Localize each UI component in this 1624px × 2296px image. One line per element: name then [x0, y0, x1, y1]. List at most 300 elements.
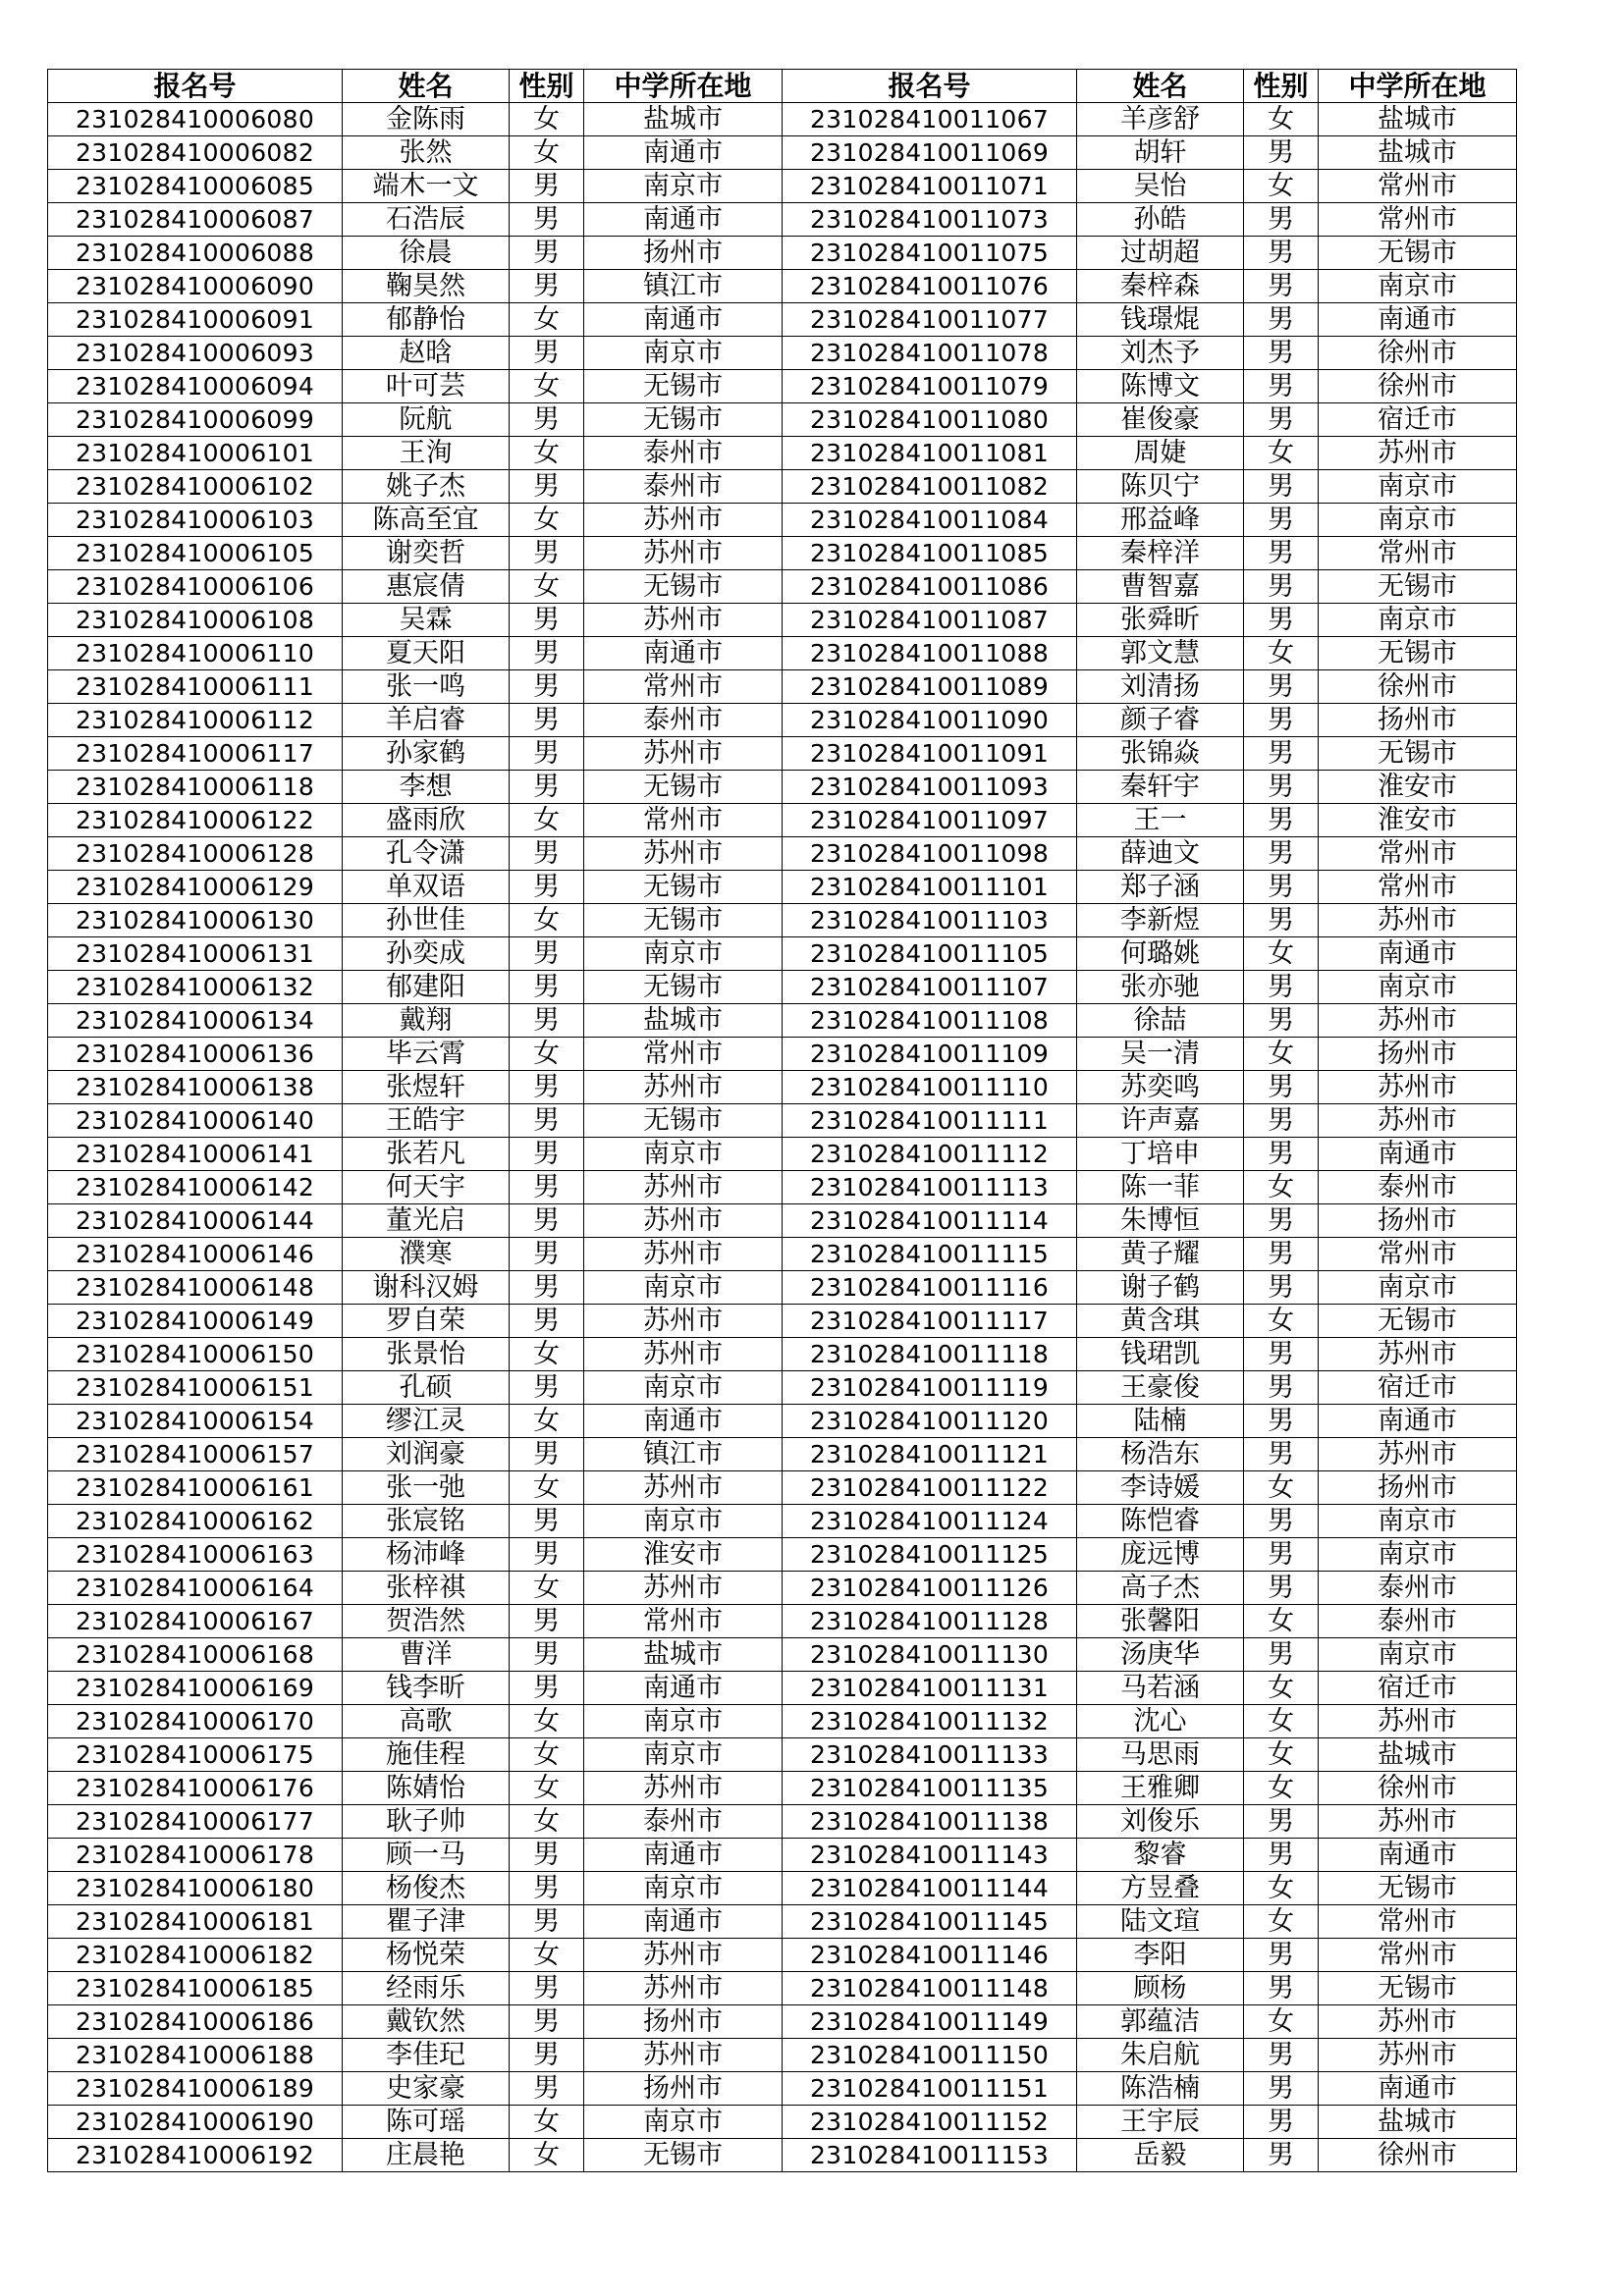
header-school-location: 中学所在地: [1319, 70, 1517, 103]
name-cell: 瞿子津: [343, 1905, 510, 1939]
name-cell: 史家豪: [343, 2072, 510, 2106]
school-location-cell: 南京市: [1319, 971, 1517, 1004]
name-cell: 薛迪文: [1077, 837, 1244, 871]
name-cell: 张宸铭: [343, 1505, 510, 1538]
name-cell: 董光启: [343, 1204, 510, 1238]
gender-cell: 男: [1244, 871, 1319, 904]
registration-number-cell: 231028410011108: [783, 1004, 1077, 1038]
name-cell: 盛雨欣: [343, 804, 510, 837]
name-cell: 李新煜: [1077, 904, 1244, 937]
table-row: [48, 1371, 1517, 1405]
registration-number-cell: 231028410011132: [783, 1705, 1077, 1738]
school-location-cell: 扬州市: [1319, 1204, 1517, 1238]
name-cell: 鞠昊然: [343, 270, 510, 303]
table-row: [48, 1872, 1517, 1905]
gender-cell: 男: [1244, 1071, 1319, 1104]
registration-table: [47, 69, 1517, 2172]
registration-number-cell: 231028410006122: [48, 804, 343, 837]
registration-number-cell: 231028410011087: [783, 604, 1077, 637]
table-row: [48, 2005, 1517, 2039]
table-row: [48, 1972, 1517, 2005]
gender-cell: 女: [510, 1705, 584, 1738]
name-cell: 张舜昕: [1077, 604, 1244, 637]
name-cell: 方昱叠: [1077, 1872, 1244, 1905]
registration-number-cell: 231028410006170: [48, 1705, 343, 1738]
registration-number-cell: 231028410011113: [783, 1171, 1077, 1204]
name-cell: 王皓宇: [343, 1104, 510, 1138]
name-cell: 孙家鹤: [343, 737, 510, 771]
name-cell: 吴怡: [1077, 170, 1244, 203]
school-location-cell: 泰州市: [584, 1805, 783, 1839]
school-location-cell: 镇江市: [584, 1438, 783, 1471]
registration-number-cell: 231028410006190: [48, 2106, 343, 2139]
school-location-cell: 无锡市: [1319, 737, 1517, 771]
gender-cell: 男: [1244, 704, 1319, 737]
school-location-cell: 南京市: [584, 2106, 783, 2139]
gender-cell: 男: [510, 1305, 584, 1338]
school-location-cell: 常州市: [1319, 1939, 1517, 1972]
registration-number-cell: 231028410011124: [783, 1505, 1077, 1538]
school-location-cell: 苏州市: [1319, 1071, 1517, 1104]
registration-number-cell: 231028410006108: [48, 604, 343, 637]
gender-cell: 男: [1244, 1338, 1319, 1371]
registration-number-cell: 231028410006181: [48, 1905, 343, 1939]
name-cell: 缪江灵: [343, 1405, 510, 1438]
table-row: [48, 1672, 1517, 1705]
name-cell: 朱博恒: [1077, 1204, 1244, 1238]
name-cell: 刘润豪: [343, 1438, 510, 1471]
registration-number-cell: 231028410006168: [48, 1638, 343, 1672]
table-row: [48, 804, 1517, 837]
name-cell: 刘俊乐: [1077, 1805, 1244, 1839]
school-location-cell: 泰州市: [1319, 1605, 1517, 1638]
name-cell: 黄子耀: [1077, 1238, 1244, 1271]
school-location-cell: 南京市: [584, 337, 783, 370]
registration-number-cell: 231028410011105: [783, 937, 1077, 971]
name-cell: 钱珺凯: [1077, 1338, 1244, 1371]
gender-cell: 男: [510, 1104, 584, 1138]
name-cell: 黎睿: [1077, 1839, 1244, 1872]
school-location-cell: 南京市: [584, 170, 783, 203]
gender-cell: 女: [1244, 103, 1319, 136]
table-row: [48, 904, 1517, 937]
name-cell: 金陈雨: [343, 103, 510, 136]
registration-number-cell: 231028410006117: [48, 737, 343, 771]
school-location-cell: 南京市: [584, 1371, 783, 1405]
school-location-cell: 苏州市: [584, 837, 783, 871]
school-location-cell: 苏州市: [584, 737, 783, 771]
table-row: [48, 1738, 1517, 1772]
name-cell: 孙世佳: [343, 904, 510, 937]
registration-number-cell: 231028410011135: [783, 1772, 1077, 1805]
school-location-cell: 苏州市: [584, 1972, 783, 2005]
name-cell: 高歌: [343, 1705, 510, 1738]
school-location-cell: 苏州市: [584, 1305, 783, 1338]
school-location-cell: 苏州市: [1319, 1004, 1517, 1038]
name-cell: 杨俊杰: [343, 1872, 510, 1905]
gender-cell: 男: [510, 1138, 584, 1171]
gender-cell: 男: [1244, 570, 1319, 604]
table-row: [48, 1638, 1517, 1672]
registration-number-cell: 231028410011131: [783, 1672, 1077, 1705]
school-location-cell: 扬州市: [1319, 704, 1517, 737]
header-registration-number: 报名号: [783, 70, 1077, 103]
registration-number-cell: 231028410011107: [783, 971, 1077, 1004]
registration-number-cell: 231028410011145: [783, 1905, 1077, 1939]
gender-cell: 男: [1244, 303, 1319, 337]
name-cell: 郁建阳: [343, 971, 510, 1004]
registration-number-cell: 231028410006177: [48, 1805, 343, 1839]
name-cell: 赵晗: [343, 337, 510, 370]
table-row: [48, 504, 1517, 537]
school-location-cell: 无锡市: [1319, 570, 1517, 604]
registration-number-cell: 231028410006189: [48, 2072, 343, 2106]
gender-cell: 男: [1244, 771, 1319, 804]
header-row: [48, 70, 1517, 103]
table-row: [48, 2072, 1517, 2106]
name-cell: 戴翔: [343, 1004, 510, 1038]
gender-cell: 男: [510, 403, 584, 437]
school-location-cell: 无锡市: [1319, 1872, 1517, 1905]
registration-number-cell: 231028410011080: [783, 403, 1077, 437]
registration-number-cell: 231028410011115: [783, 1238, 1077, 1271]
name-cell: 毕云霄: [343, 1038, 510, 1071]
school-location-cell: 徐州市: [1319, 337, 1517, 370]
name-cell: 苏奕鸣: [1077, 1071, 1244, 1104]
gender-cell: 男: [1244, 2106, 1319, 2139]
gender-cell: 男: [1244, 737, 1319, 771]
name-cell: 秦轩宇: [1077, 771, 1244, 804]
gender-cell: 男: [1244, 1505, 1319, 1538]
gender-cell: 男: [510, 270, 584, 303]
registration-number-cell: 231028410006080: [48, 103, 343, 136]
name-cell: 惠宸倩: [343, 570, 510, 604]
name-cell: 孙皓: [1077, 203, 1244, 237]
name-cell: 孙奕成: [343, 937, 510, 971]
table-row: [48, 136, 1517, 170]
registration-number-cell: 231028410006132: [48, 971, 343, 1004]
gender-cell: 女: [1244, 1772, 1319, 1805]
registration-number-cell: 231028410011067: [783, 103, 1077, 136]
school-location-cell: 无锡市: [584, 771, 783, 804]
gender-cell: 女: [510, 1939, 584, 1972]
school-location-cell: 苏州市: [1319, 2039, 1517, 2072]
school-location-cell: 扬州市: [584, 2072, 783, 2106]
name-cell: 过胡超: [1077, 237, 1244, 270]
name-cell: 庞远博: [1077, 1538, 1244, 1572]
registration-number-cell: 231028410011144: [783, 1872, 1077, 1905]
registration-number-cell: 231028410011077: [783, 303, 1077, 337]
registration-number-cell: 231028410006094: [48, 370, 343, 403]
registration-number-cell: 231028410011138: [783, 1805, 1077, 1839]
school-location-cell: 徐州市: [1319, 1772, 1517, 1805]
table-row: [48, 1471, 1517, 1505]
gender-cell: 男: [510, 2072, 584, 2106]
registration-number-cell: 231028410006103: [48, 504, 343, 537]
name-cell: 杨浩东: [1077, 1438, 1244, 1471]
registration-number-cell: 231028410006154: [48, 1405, 343, 1438]
table-row: [48, 871, 1517, 904]
name-cell: 杨沛峰: [343, 1538, 510, 1572]
registration-number-cell: 231028410006099: [48, 403, 343, 437]
gender-cell: 男: [510, 737, 584, 771]
registration-number-cell: 231028410011117: [783, 1305, 1077, 1338]
name-cell: 王一: [1077, 804, 1244, 837]
name-cell: 沈心: [1077, 1705, 1244, 1738]
gender-cell: 男: [510, 1538, 584, 1572]
name-cell: 王洵: [343, 437, 510, 470]
gender-cell: 男: [1244, 1939, 1319, 1972]
registration-number-cell: 231028410006178: [48, 1839, 343, 1872]
gender-cell: 男: [1244, 1538, 1319, 1572]
gender-cell: 男: [510, 1505, 584, 1538]
name-cell: 谢子鹤: [1077, 1271, 1244, 1305]
registration-number-cell: 231028410011073: [783, 203, 1077, 237]
gender-cell: 男: [510, 1905, 584, 1939]
gender-cell: 男: [1244, 2039, 1319, 2072]
school-location-cell: 南京市: [584, 1505, 783, 1538]
registration-number-cell: 231028410006093: [48, 337, 343, 370]
table-row: [48, 637, 1517, 670]
table-row: [48, 403, 1517, 437]
name-cell: 秦梓洋: [1077, 537, 1244, 570]
gender-cell: 女: [510, 1805, 584, 1839]
registration-number-cell: 231028410011111: [783, 1104, 1077, 1138]
registration-number-cell: 231028410006134: [48, 1004, 343, 1038]
registration-number-cell: 231028410011148: [783, 1972, 1077, 2005]
registration-number-cell: 231028410011079: [783, 370, 1077, 403]
registration-number-cell: 231028410011116: [783, 1271, 1077, 1305]
table-body: [48, 103, 1517, 2172]
name-cell: 戴钦然: [343, 2005, 510, 2039]
gender-cell: 女: [1244, 1872, 1319, 1905]
gender-cell: 男: [510, 1839, 584, 1872]
registration-number-cell: 231028410006130: [48, 904, 343, 937]
name-cell: 朱启航: [1077, 2039, 1244, 2072]
header-registration-number: 报名号: [48, 70, 343, 103]
school-location-cell: 苏州市: [584, 1238, 783, 1271]
table-row: [48, 1305, 1517, 1338]
registration-number-cell: 231028410006088: [48, 237, 343, 270]
registration-number-cell: 231028410006192: [48, 2139, 343, 2172]
school-location-cell: 宿迁市: [1319, 1371, 1517, 1405]
registration-number-cell: 231028410011119: [783, 1371, 1077, 1405]
registration-number-cell: 231028410011122: [783, 1471, 1077, 1505]
gender-cell: 男: [1244, 1638, 1319, 1672]
registration-number-cell: 231028410006164: [48, 1572, 343, 1605]
registration-number-cell: 231028410011078: [783, 337, 1077, 370]
gender-cell: 男: [1244, 370, 1319, 403]
gender-cell: 女: [510, 504, 584, 537]
gender-cell: 女: [1244, 2005, 1319, 2039]
school-location-cell: 盐城市: [1319, 136, 1517, 170]
gender-cell: 男: [510, 1605, 584, 1638]
registration-number-cell: 231028410006163: [48, 1538, 343, 1572]
registration-number-cell: 231028410006161: [48, 1471, 343, 1505]
registration-number-cell: 231028410006110: [48, 637, 343, 670]
gender-cell: 女: [510, 904, 584, 937]
name-cell: 陈恺睿: [1077, 1505, 1244, 1538]
name-cell: 郭文慧: [1077, 637, 1244, 670]
school-location-cell: 苏州市: [584, 537, 783, 570]
name-cell: 顾一马: [343, 1839, 510, 1872]
registration-number-cell: 231028410006169: [48, 1672, 343, 1705]
name-cell: 吴霖: [343, 604, 510, 637]
table-row: [48, 737, 1517, 771]
registration-number-cell: 231028410006188: [48, 2039, 343, 2072]
table-row: [48, 1839, 1517, 1872]
school-location-cell: 苏州市: [1319, 904, 1517, 937]
name-cell: 周婕: [1077, 437, 1244, 470]
school-location-cell: 常州市: [1319, 1905, 1517, 1939]
table-row: [48, 837, 1517, 871]
registration-number-cell: 231028410011081: [783, 437, 1077, 470]
gender-cell: 男: [1244, 1972, 1319, 2005]
registration-number-cell: 231028410006111: [48, 670, 343, 704]
school-location-cell: 无锡市: [584, 871, 783, 904]
registration-number-cell: 231028410006102: [48, 470, 343, 504]
name-cell: 叶可芸: [343, 370, 510, 403]
school-location-cell: 常州市: [1319, 537, 1517, 570]
gender-cell: 男: [1244, 270, 1319, 303]
name-cell: 陈贝宁: [1077, 470, 1244, 504]
name-cell: 张景怡: [343, 1338, 510, 1371]
name-cell: 何璐姚: [1077, 937, 1244, 971]
registration-number-cell: 231028410011114: [783, 1204, 1077, 1238]
school-location-cell: 苏州市: [1319, 1104, 1517, 1138]
name-cell: 吴一清: [1077, 1038, 1244, 1071]
name-cell: 施佳程: [343, 1738, 510, 1772]
gender-cell: 男: [510, 637, 584, 670]
gender-cell: 女: [1244, 1038, 1319, 1071]
school-location-cell: 南通市: [584, 1905, 783, 1939]
registration-number-cell: 231028410011133: [783, 1738, 1077, 1772]
gender-cell: 男: [1244, 537, 1319, 570]
name-cell: 岳毅: [1077, 2139, 1244, 2172]
table-row: [48, 1104, 1517, 1138]
registration-number-cell: 231028410006186: [48, 2005, 343, 2039]
registration-number-cell: 231028410011076: [783, 270, 1077, 303]
school-location-cell: 南通市: [584, 1672, 783, 1705]
gender-cell: 男: [510, 203, 584, 237]
school-location-cell: 徐州市: [1319, 670, 1517, 704]
school-location-cell: 苏州市: [1319, 1438, 1517, 1471]
name-cell: 贺浩然: [343, 1605, 510, 1638]
registration-number-cell: 231028410011130: [783, 1638, 1077, 1672]
name-cell: 谢科汉姆: [343, 1271, 510, 1305]
name-cell: 崔俊豪: [1077, 403, 1244, 437]
school-location-cell: 苏州市: [1319, 437, 1517, 470]
school-location-cell: 常州市: [1319, 871, 1517, 904]
table-row: [48, 237, 1517, 270]
table-row: [48, 1538, 1517, 1572]
school-location-cell: 无锡市: [584, 570, 783, 604]
school-location-cell: 南京市: [584, 1705, 783, 1738]
name-cell: 王雅卿: [1077, 1772, 1244, 1805]
registration-number-cell: 231028410011120: [783, 1405, 1077, 1438]
school-location-cell: 淮安市: [584, 1538, 783, 1572]
table-row: [48, 971, 1517, 1004]
school-location-cell: 南京市: [584, 1738, 783, 1772]
registration-number-cell: 231028410006150: [48, 1338, 343, 1371]
gender-cell: 男: [1244, 1004, 1319, 1038]
name-cell: 陆楠: [1077, 1405, 1244, 1438]
table-row: [48, 103, 1517, 136]
name-cell: 王豪俊: [1077, 1371, 1244, 1405]
registration-number-cell: 231028410011103: [783, 904, 1077, 937]
name-cell: 庄晨艳: [343, 2139, 510, 2172]
gender-cell: 女: [1244, 1738, 1319, 1772]
school-location-cell: 苏州市: [584, 1572, 783, 1605]
name-cell: 耿子帅: [343, 1805, 510, 1839]
gender-cell: 男: [510, 604, 584, 637]
name-cell: 谢奕哲: [343, 537, 510, 570]
table-row: [48, 1405, 1517, 1438]
table-row: [48, 1905, 1517, 1939]
school-location-cell: 南京市: [584, 937, 783, 971]
name-cell: 李佳玘: [343, 2039, 510, 2072]
gender-cell: 女: [1244, 1171, 1319, 1204]
name-cell: 李阳: [1077, 1939, 1244, 1972]
name-cell: 羊彦舒: [1077, 103, 1244, 136]
gender-cell: 男: [1244, 1438, 1319, 1471]
registration-number-cell: 231028410011126: [783, 1572, 1077, 1605]
registration-number-cell: 231028410011125: [783, 1538, 1077, 1572]
registration-number-cell: 231028410006138: [48, 1071, 343, 1104]
gender-cell: 女: [1244, 170, 1319, 203]
table-row: [48, 1238, 1517, 1271]
school-location-cell: 南通市: [584, 1405, 783, 1438]
registration-number-cell: 231028410011112: [783, 1138, 1077, 1171]
header-gender: 性别: [1244, 70, 1319, 103]
school-location-cell: 淮安市: [1319, 804, 1517, 837]
school-location-cell: 盐城市: [584, 1004, 783, 1038]
table-row: [48, 337, 1517, 370]
registration-number-cell: 231028410006148: [48, 1271, 343, 1305]
table-row: [48, 1171, 1517, 1204]
school-location-cell: 苏州市: [584, 604, 783, 637]
school-location-cell: 宿迁市: [1319, 403, 1517, 437]
table-row: [48, 771, 1517, 804]
registration-number-cell: 231028410011098: [783, 837, 1077, 871]
name-cell: 许声嘉: [1077, 1104, 1244, 1138]
school-location-cell: 苏州市: [1319, 1705, 1517, 1738]
school-location-cell: 扬州市: [584, 237, 783, 270]
school-location-cell: 苏州市: [584, 1471, 783, 1505]
name-cell: 刘清扬: [1077, 670, 1244, 704]
registration-number-cell: 231028410006146: [48, 1238, 343, 1271]
gender-cell: 男: [510, 170, 584, 203]
gender-cell: 女: [510, 2139, 584, 2172]
table-row: [48, 1204, 1517, 1238]
school-location-cell: 无锡市: [584, 370, 783, 403]
name-cell: 张煜轩: [343, 1071, 510, 1104]
registration-number-cell: 231028410006185: [48, 1972, 343, 2005]
school-location-cell: 常州市: [1319, 170, 1517, 203]
header-name: 姓名: [1077, 70, 1244, 103]
table-row: [48, 1939, 1517, 1972]
name-cell: 徐晨: [343, 237, 510, 270]
name-cell: 黄含琪: [1077, 1305, 1244, 1338]
name-cell: 石浩辰: [343, 203, 510, 237]
gender-cell: 女: [510, 1038, 584, 1071]
registration-number-cell: 231028410011143: [783, 1839, 1077, 1872]
name-cell: 郭蕴洁: [1077, 2005, 1244, 2039]
gender-cell: 女: [1244, 1605, 1319, 1638]
table-row: [48, 1505, 1517, 1538]
gender-cell: 女: [510, 1738, 584, 1772]
gender-cell: 男: [510, 1171, 584, 1204]
